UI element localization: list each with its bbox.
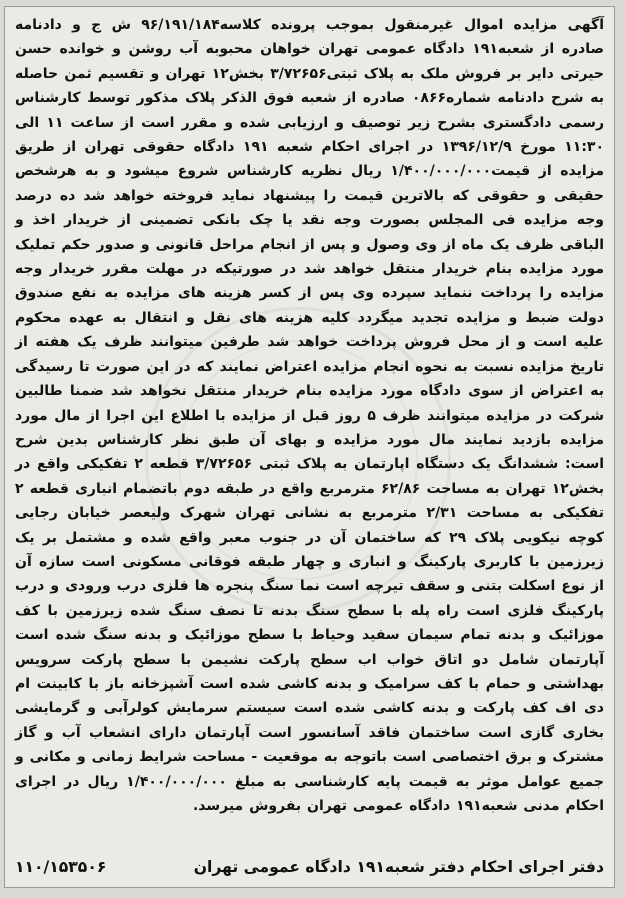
notice-footer	[15, 852, 604, 882]
notice-clipping	[4, 6, 615, 888]
notice-body: آگهی مزایده اموال غیرمنقول بموجب پرونده کلاسه۹۶/۱۹۱/۱۸۴ ش ج و دادنامه صادره از شعبه۱۹۱ دادگاه عمومی تهران خواهان محبوبه آب روشن و خوانده حسن حیرتی دایر بر فروش ملک به پلاک ثبتی۳/۷۲۶۵۶ بخش۱۲ تهران و تقسیم ثمن حاصله به شرح دادنامه شماره۰۸۶۶ صادره از شعبه فوق الذکر پلاک مذکور توسط کارشناس رسمی دادگستری بشرح زیر توصیف و ارزیابی شده و مقرر است از ساعت ۱۱ الی ۱۱:۳۰ مورخ ۱۳۹۶/۱۲/۹ در اجرای احکام شعبه ۱۹۱ دادگاه حقوقی تهران از طریق مزایده از قیمت۱/۴۰۰/۰۰۰/۰۰۰ ریال نظریه کارشناس شروع میشود و به هرشخص حقیقی و حقوقی که بالاترین قیمت را پیشنهاد نماید فروخته خواهد شد ده درصد وجه مزایده فی المجلس بصورت وجه نقد یا چک بانکی تضمینی از خریدار اخذ و الباقی ظرف یک ماه از وی وصول و پس از انجام مراحل قانونی و صدور حکم تملیک مورد مزایده بنام خریدار منتقل خواهد شد در صورتیکه در مهلت مقرر خریدار وجه مزایده را پرداخت ننماید سپرده وی پس از کسر هزینه های مزایده به نفع صندوق دولت ضبط و مزایده تجدید میگردد کلیه هزینه های نقل و انتقال به عهده محکوم علیه است و از محل فروش پرداخت خواهد شد طرفین میتوانند ظرف یک هفته از تاریخ مزایده نسبت به نحوه انجام مزایده اعتراض نمایند که در این صورت تا رسیدگی به اعتراض از سوی دادگاه مورد مزایده بنام خریدار منتقل نخواهد شد ضمنا طالبین شرکت در مزایده میتوانند ظرف ۵ روز قبل از مزایده با اطلاع این اجرا از مال مورد مزایده بازدید نمایند مال مورد مزایده و بهای آن طبق نظر کارشناس بدین شرح است: ششدانگ یک دستگاه اپارتمان به پلاک ثبتی ۳/۷۲۶۵۶ قطعه ۲ تفکیکی واقع در بخش۱۲ تهران به مساحت ۶۲/۸۶ مترمربع واقع در طبقه دوم باتضمام انباری قطعه ۲ تفکیکی به مساحت ۲/۳۱ مترمربع به نشانی تهران شهرک ولیعصر خیابان رجایی کوچه نیکویی پلاک ۲۹ که ساختمان آن در جنوب معبر واقع شده و مشتمل بر یک زیرزمین با کاربری پارکینگ و انباری و چهار طبقه فوقانی مسکونی است سازه آن از نوع اسکلت بتنی و سقف تیرچه است نما سنگ پنجره ها فلزی درب ورودی و درب پارکینگ فلزی است راه پله با سطح سنگ بدنه تا نصف سنگ شده زیرزمین با کف موزائیک و بدنه تمام سیمان سفید وحیاط با سطح موزائیک و بدنه سنگ شده است آپارتمان شامل دو اتاق خواب اب سطح پارکت نشیمن با سطح پارکت سرویس بهداشتی و حمام با کف سرامیک و بدنه کاشی شده است آشپزخانه باز با کابینت ام دی اف کف پارکت و بدنه کاشی شده است سیستم سرمایش کولرآبی و گرمایشی بخاری گازی است ساختمان فاقد آسانسور است آپارتمان دارای انشعاب آب و گاز مشترک و برق اختصاصی است باتوجه به موقعیت - مساحت شرایط زمانی و مکانی و جمیع عوامل موثر به قیمت پایه کارشناسی به مبلغ ۱/۴۰۰/۰۰۰/۰۰۰ ریال در اجرای احکام مدنی شعبه۱۹۱ دادگاه عمومی تهران بفروش میرسد.	[15, 17, 605, 814]
notice-code: ۱۱۰/۱۵۳۵۰۶	[15, 858, 107, 876]
notice-signature: دفتر اجرای احکام دفتر شعبه۱۹۱ دادگاه عمومی تهران	[193, 858, 604, 876]
